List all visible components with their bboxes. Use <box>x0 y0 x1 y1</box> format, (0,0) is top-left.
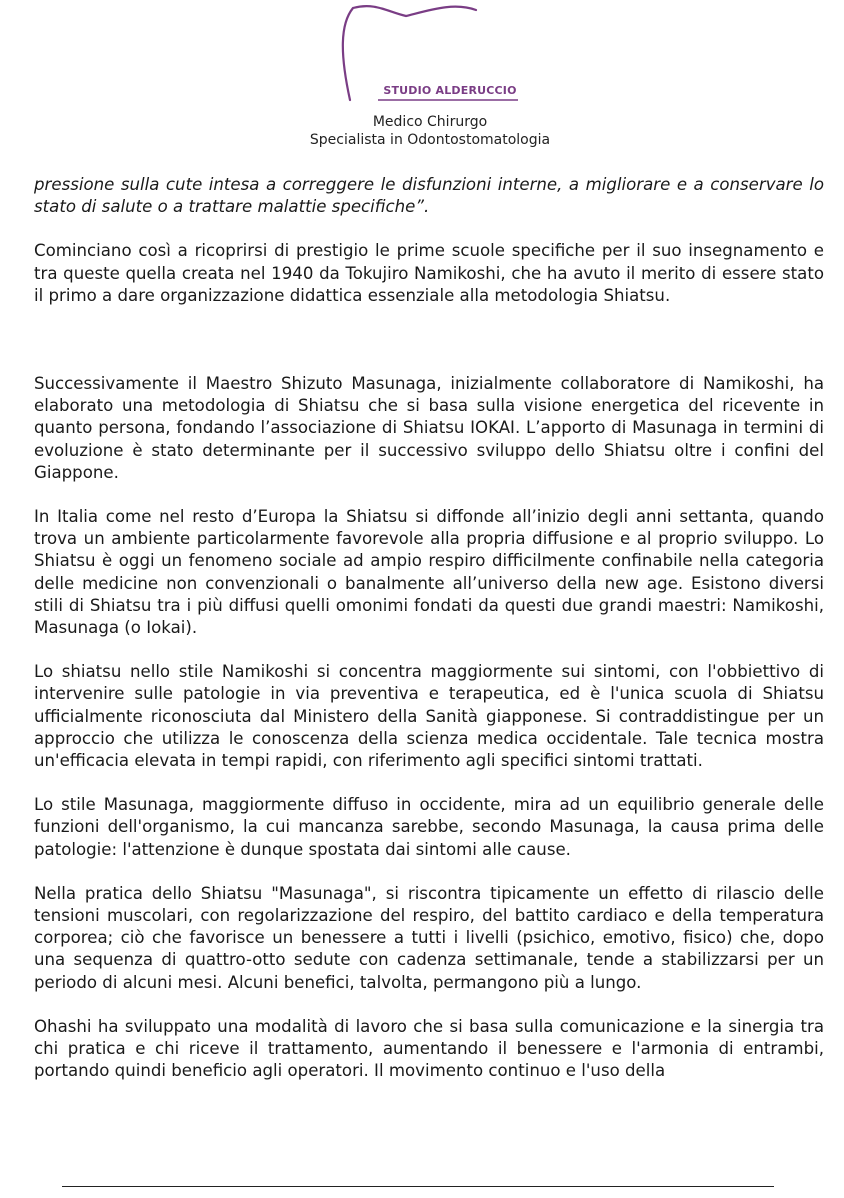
paragraph: Lo stile Masunaga, maggiormente diffuso in occidente, mira ad un equilibrio generale delle funzioni dell'organismo, la cui mancanza sarebbe, secondo Masunaga, la causa prima delle patologie: l'attenzione è dunque spostata dai sintomi alle cause. <box>34 795 824 859</box>
paragraph: pressione sulla cute intesa a correggere le disfunzioni interne, a migliorare e a conservare lo stato di salute o a trattare malattie specifiche”. <box>34 175 824 217</box>
footer-divider <box>62 1186 774 1187</box>
paragraph: Lo shiatsu nello stile Namikoshi si concentra maggiormente sui sintomi, con l'obbiettivo di intervenire sulle patologie in via preventiva e terapeutica, ed è l'unica scuola di Shiatsu ufficialmente riconosciuta dal Ministero della Sanità giapponese. Si contraddistingue per un approccio che utilizza le conoscenza della scienza medica occidentale. Tale tecnica mostra un'efficacia elevata in tempi rapidi, con riferimento agli specifici sintomi trattati. <box>34 662 824 771</box>
subtitle-profession: Medico Chirurgo <box>372 114 488 130</box>
paragraph: In Italia come nel resto d’Europa la Shiatsu si diffonde all’inizio degli anni settanta, quando trova un ambiente particolarmente favorevole alla propria diffusione e al proprio sviluppo. Lo Shiatsu è oggi un fenomeno sociale ad ampio respiro difficilmente confinabile nella categoria delle medicine non convenzionali o banalmente all’universo della new age. Esistono diversi stili di Shiatsu tra i più diffusi quelli omonimi fondati da questi due grandi maestri: Namikoshi, Masunaga (o Iokai). <box>34 507 824 638</box>
paragraph: Ohashi ha sviluppato una modalità di lavoro che si basa sulla comunicazione e la sinergia tra chi pratica e chi riceve il trattamento, aumentando il benessere e l'armonia di entrambi, portando quindi beneficio agli operatori. Il movimento continuo e l'uso della <box>34 1016 824 1081</box>
paragraph: Cominciano così a ricoprirsi di prestigio le prime scuole specifiche per il suo insegnamento e tra queste quella creata nel 1940 da Tokujiro Namikoshi, che ha avuto il merito di essere stato il primo a dare organizzazione didattica essenziale alla metodologia Shiatsu. <box>34 241 824 305</box>
letterhead <box>0 0 844 160</box>
paragraph: Successivamente il Maestro Shizuto Masunaga, inizialmente collaboratore di Namikoshi, ha elaborato una metodologia di Shiatsu che si basa sulla visione energetica del ricevente in quanto persona, fondando l’associazione di Shiatsu IOKAI. L’apporto di Masunaga in termini di evoluzione è stato determinante per il successivo sviluppo dello Shiatsu oltre i confini del Giappone. <box>34 374 824 482</box>
studio-name: STUDIO ALDERUCCIO <box>383 84 517 97</box>
document-body <box>34 174 824 1105</box>
paragraph: Nella pratica dello Shiatsu "Masunaga", si riscontra tipicamente un effetto di rilascio delle tensioni muscolari, con regolarizzazione del respiro, del battito cardiaco e della temperatura corporea; ciò che favorisce un benessere a tutti i livelli (psichico, emotivo, fisico) che, dopo una sequenza di quattro-otto sedute con cadenza settimanale, tende a stabilizzarsi per un periodo di alcuni mesi. Alcuni benefici, talvolta, permangono più a lungo. <box>34 883 824 992</box>
subtitle-specialty: Specialista in Odontostomatologia <box>309 132 551 148</box>
